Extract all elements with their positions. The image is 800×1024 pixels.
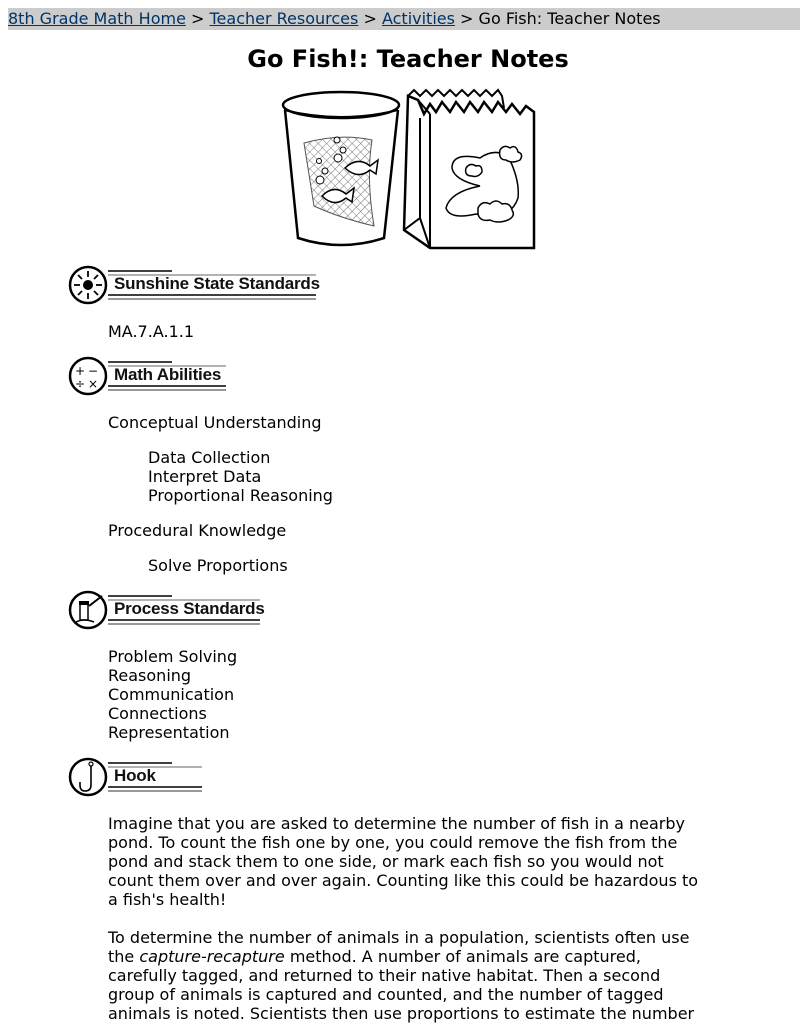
ability-item: Solve Proportions (148, 556, 288, 575)
process-item: Representation (108, 723, 230, 742)
section-title: Hook (114, 766, 156, 785)
standard-code: MA.7.A.1.1 (108, 322, 195, 341)
breadcrumb-separator: > (363, 9, 377, 28)
ability-item: Proportional Reasoning (148, 486, 333, 505)
section-title: Sunshine State Standards (114, 274, 320, 293)
breadcrumb-separator: > (460, 9, 474, 28)
process-item: Communication (108, 685, 235, 704)
ability-item: Data Collection (148, 448, 271, 467)
section-title: Process Standards (114, 599, 265, 618)
section-header-hook (68, 757, 208, 797)
hook-text: To determine the number of animals in a population, scientists often use the (108, 928, 690, 966)
hero-illustration (280, 88, 538, 252)
svg-text:×: × (88, 377, 99, 391)
breadcrumb-link-teacher-resources[interactable]: Teacher Resources (209, 9, 359, 28)
hook-text: method. A number of animals are captured, carefully tagged, and returned to their native habitat. Then a second group of animals is captured and counted, and the number of tagged animals is noted. Scientists then use proportions to estimate the number (108, 947, 695, 1023)
ability-group-title: Conceptual Understanding (108, 413, 322, 432)
breadcrumb-link-activities[interactable]: Activities (381, 9, 455, 28)
page-title: Go Fish!: Teacher Notes (247, 45, 569, 73)
ability-group-title: Procedural Knowledge (108, 521, 287, 540)
process-item: Connections (108, 704, 207, 723)
ability-item: Interpret Data (148, 467, 262, 486)
section-header-process-standards (68, 590, 273, 630)
section-title: Math Abilities (114, 365, 222, 384)
section-header-math-abilities (68, 356, 238, 396)
process-item: Problem Solving (108, 647, 238, 666)
svg-text:÷: ÷ (75, 377, 86, 391)
hook-paragraph (108, 928, 708, 1023)
breadcrumb-link-home[interactable]: 8th Grade Math Home (8, 9, 186, 28)
process-item: Reasoning (108, 666, 192, 685)
breadcrumb (8, 8, 800, 30)
svg-text:−: − (88, 364, 99, 378)
breadcrumb-separator: > (191, 9, 205, 28)
cup-and-bag-illustration (280, 88, 538, 252)
svg-text:+: + (75, 364, 86, 378)
hook-paragraph: Imagine that you are asked to determine the number of fish in a nearby pond. To count the fish one by one, you could remove the fish from the pond and stack them to one side, or mark each fish so you would not count them over and over again. Counting like this could be hazardous to a fish's health! (108, 814, 699, 909)
breadcrumb-current: Go Fish: Teacher Notes (478, 9, 661, 28)
section-header-standards (68, 265, 328, 305)
capture-recapture-term: capture-recapture (139, 947, 285, 966)
